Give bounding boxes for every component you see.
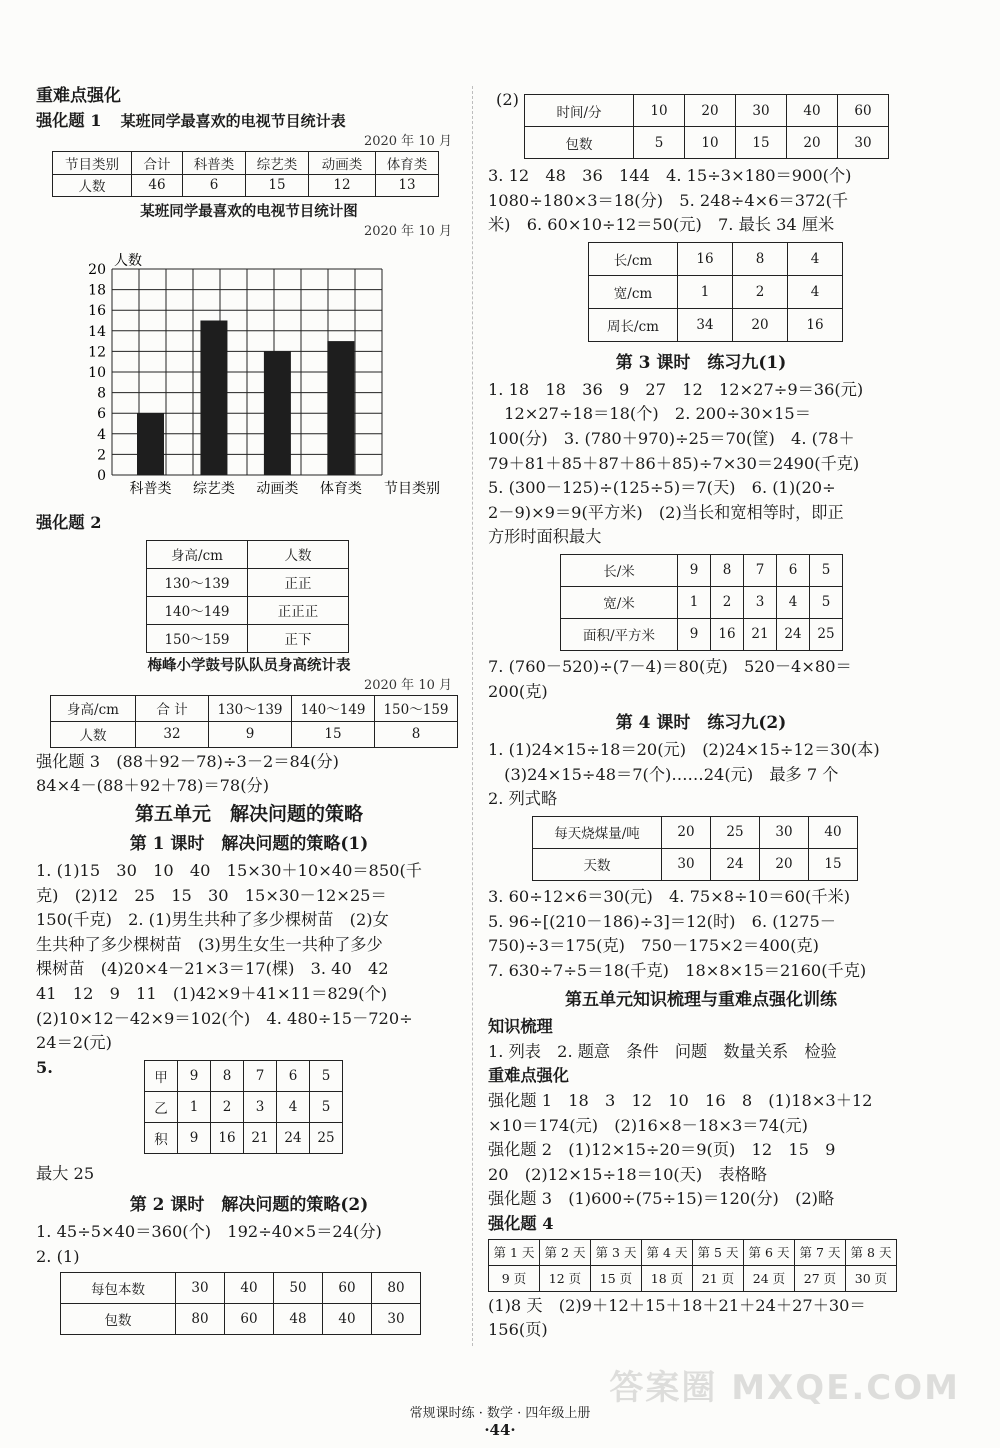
- dt-c: 15 页: [591, 1265, 642, 1291]
- area-row: [561, 554, 843, 586]
- hs-r0: 人数: [51, 721, 136, 747]
- at-c: 24: [777, 618, 810, 650]
- tt-c: 5: [634, 127, 685, 159]
- q5-c: 8: [211, 1060, 244, 1091]
- at-c: 面积/平方米: [561, 618, 678, 650]
- dt-c: 第 1 天: [489, 1239, 540, 1265]
- q1-h1: 合计: [132, 152, 183, 175]
- ct-c: 20: [760, 848, 809, 880]
- tally-row: [147, 624, 349, 652]
- right-column: [488, 92, 914, 1343]
- l2-c: 30: [176, 1272, 225, 1303]
- q2-caption: 梅峰小学鼓号队队员身高统计表: [147, 656, 351, 674]
- l2-c: 包数: [61, 1303, 176, 1334]
- lesson2-line: 2. (1): [36, 1246, 80, 1266]
- tally-header: [147, 540, 349, 568]
- rt-c: 8: [733, 242, 788, 275]
- q1-h3: 综艺类: [246, 152, 309, 175]
- knowledge-label: 知识梳理: [488, 1017, 553, 1037]
- coal-row: [533, 816, 858, 848]
- y-tick-label: 16: [88, 303, 106, 320]
- y-tick-label: 18: [88, 282, 106, 299]
- lesson4-title: 第 4 课时 练习九(2): [615, 713, 787, 734]
- l2-c: 40: [225, 1272, 274, 1303]
- at-c: 9: [678, 618, 711, 650]
- bar: [264, 352, 291, 476]
- q1-table-title: 某班同学最喜欢的电视节目统计表: [120, 111, 346, 130]
- tally-row: [147, 568, 349, 596]
- unit-title: 第五单元 解决问题的策略: [134, 802, 363, 825]
- x-category-label: 动画类: [256, 481, 299, 498]
- rt-c: 长/cm: [589, 242, 678, 275]
- rt-c: 16: [788, 308, 843, 341]
- lesson3-line: 7. (760－520)÷(7－4)＝80(克) 520－4×80＝: [488, 656, 852, 676]
- rt-c: 周长/cm: [589, 308, 678, 341]
- chart-bars: [137, 321, 354, 476]
- y-tick-label: 4: [97, 426, 106, 443]
- ct-c: 30: [760, 816, 809, 848]
- q5-c: 6: [277, 1060, 310, 1091]
- lesson1-line: 24＝2(元): [36, 1033, 112, 1053]
- q5-c: 2: [211, 1091, 244, 1122]
- rt-c: 1: [678, 275, 733, 308]
- q5-table: [144, 1060, 343, 1154]
- days-table: [488, 1239, 897, 1292]
- tt-c: 20: [685, 95, 736, 127]
- tt-c: 15: [736, 127, 787, 159]
- rt-c: 4: [788, 275, 843, 308]
- lesson3-title: 第 3 课时 练习九(1): [615, 352, 787, 373]
- hs-r4: 8: [375, 721, 458, 747]
- coal-table: [532, 816, 858, 881]
- time-row: [525, 127, 889, 159]
- ct-c: 40: [809, 816, 858, 848]
- q5-c: 9: [178, 1122, 211, 1153]
- rt-c: 2: [733, 275, 788, 308]
- time-row: [525, 95, 889, 127]
- lesson1-line: 41 12 9 11 (1)42×9＋41×11＝829(个): [36, 983, 388, 1003]
- ct-c: 天数: [533, 848, 662, 880]
- q1-r4: 12: [309, 174, 376, 197]
- lesson3-line: 79＋81＋85＋87＋86＋85)÷7×30＝2490(千克): [488, 453, 860, 473]
- x-category-label: 科普类: [129, 481, 172, 498]
- ct-c: 24: [711, 848, 760, 880]
- q5-label: 5.: [36, 1057, 53, 1077]
- right-line: 1080÷180×3＝18(分) 5. 248÷4×6＝372(千: [488, 190, 849, 210]
- chart-ylabel: 人数: [114, 253, 142, 270]
- hs-h2: 130～139: [209, 695, 292, 721]
- tally-h1: 人数: [248, 540, 349, 568]
- area-table: [560, 554, 843, 651]
- lesson4-line: 3. 60÷12×6＝30(元) 4. 75×8÷10＝60(千米): [488, 886, 851, 906]
- ct-c: 每天烧煤量/吨: [533, 816, 662, 848]
- y-tick-label: 10: [88, 365, 106, 382]
- at-c: 5: [810, 554, 843, 586]
- q1-date: 2020 年 10 月: [363, 134, 452, 150]
- q5-c: 乙: [145, 1091, 178, 1122]
- tt-c: 60: [838, 95, 889, 127]
- lesson1-line: 克) (2)12 25 15 30 15×30－12×25＝: [36, 885, 387, 905]
- bar: [137, 413, 164, 475]
- q5-c: 3: [244, 1091, 277, 1122]
- right-line: 米) 6. 60×10÷12＝50(元) 7. 最长 34 厘米: [488, 215, 835, 235]
- x-category-label: 综艺类: [192, 481, 235, 498]
- q5-row: [145, 1122, 343, 1153]
- right-q2-label: (2): [496, 90, 519, 109]
- lesson2-line: 1. 45÷5×40＝360(个) 192÷40×5＝24(分): [36, 1222, 382, 1242]
- q2-date: 2020 年 10 月: [363, 677, 452, 693]
- rt-c: 34: [678, 308, 733, 341]
- tally-h0: 身高/cm: [147, 540, 248, 568]
- tally-r0c1: 正正: [248, 568, 349, 596]
- l2-c: 80: [372, 1272, 421, 1303]
- y-tick-label: 14: [88, 323, 106, 340]
- at-c: 1: [678, 586, 711, 618]
- ct-c: 20: [662, 816, 711, 848]
- tally-r2c0: 150～159: [147, 624, 248, 652]
- section-title: 重难点强化: [36, 86, 121, 106]
- l2-c: 48: [274, 1303, 323, 1334]
- q1-h5: 体育类: [376, 152, 439, 175]
- lesson4-line: 5. 96÷[(210－186)÷3]＝12(时) 6. (1275－: [488, 911, 836, 931]
- q1-table-header: [53, 152, 439, 175]
- ct-c: 30: [662, 848, 711, 880]
- lesson1-line: 1. (1)15 30 10 40 15×30＋10×40＝850(千: [36, 860, 422, 880]
- tally-row: [147, 596, 349, 624]
- dt-c: 24 页: [744, 1265, 795, 1291]
- tally-r1c1: 正正正: [248, 596, 349, 624]
- lesson1-line: 生共种了多少棵树苗 (3)男生女生一共种了多少: [36, 934, 383, 954]
- dt-c: 30 页: [846, 1265, 897, 1291]
- height-stats-header: [51, 695, 458, 721]
- q3-line: 84×4－(88＋92＋78)＝78(分): [36, 776, 270, 796]
- q5-c: 25: [310, 1122, 343, 1153]
- dt-c: 第 6 天: [744, 1239, 795, 1265]
- lesson2-row: [61, 1303, 421, 1334]
- q5-c: 7: [244, 1060, 277, 1091]
- lesson3-line: 1. 18 18 36 9 27 12 12×27÷9＝36(元): [488, 379, 864, 399]
- at-c: 21: [744, 618, 777, 650]
- review-line: 156(页): [488, 1320, 548, 1340]
- review-title: 第五单元知识梳理与重难点强化训练: [565, 990, 837, 1011]
- hs-h3: 140～149: [292, 695, 375, 721]
- l2-c: 30: [372, 1303, 421, 1334]
- rect-row: [589, 275, 843, 308]
- at-c: 9: [678, 554, 711, 586]
- q5-row: [145, 1060, 343, 1091]
- days-row: [489, 1239, 897, 1265]
- review-line: 强化题 2 (1)12×15÷20＝9(页) 12 15 9: [488, 1140, 836, 1160]
- q5-block: [36, 1056, 462, 1152]
- hs-h4: 150～159: [375, 695, 458, 721]
- l2-c: 60: [225, 1303, 274, 1334]
- tt-c: 10: [685, 127, 736, 159]
- dt-c: 9 页: [489, 1265, 540, 1291]
- q5-c: 积: [145, 1122, 178, 1153]
- lesson4-line: 1. (1)24×15÷18＝20(元) (2)24×15÷12＝30(本): [488, 740, 880, 760]
- q1-h2: 科普类: [183, 152, 246, 175]
- tally-r0c0: 130～139: [147, 568, 248, 596]
- q5-c: 16: [211, 1122, 244, 1153]
- area-row: [561, 586, 843, 618]
- bar: [327, 341, 354, 475]
- lesson2-table: [60, 1272, 421, 1335]
- tt-c: 10: [634, 95, 685, 127]
- dt-c: 21 页: [693, 1265, 744, 1291]
- q5-c: 1: [178, 1091, 211, 1122]
- at-c: 3: [744, 586, 777, 618]
- area-row: [561, 618, 843, 650]
- q1-r5: 13: [376, 174, 439, 197]
- right-line: 3. 12 48 36 144 4. 15÷3×180＝900(个): [488, 166, 852, 185]
- at-c: 8: [711, 554, 744, 586]
- dt-c: 27 页: [795, 1265, 846, 1291]
- q1-r1: 46: [132, 174, 183, 197]
- rect-row: [589, 242, 843, 275]
- time-table: [524, 94, 889, 159]
- lesson3-line: 2－9)×9＝9(平方米) (2)当长和宽相等时，即正: [488, 502, 844, 522]
- height-stats-row: [51, 721, 458, 747]
- y-tick-label: 6: [97, 406, 106, 423]
- l2-c: 40: [323, 1303, 372, 1334]
- l2-c: 每包本数: [61, 1272, 176, 1303]
- lesson2-title: 第 2 课时 解决问题的策略(2): [129, 1195, 369, 1216]
- review-line: 强化题 4: [488, 1214, 554, 1234]
- q1-table: [52, 151, 439, 197]
- lesson4-line: (3)24×15÷48＝7(个)……24(元) 最多 7 个: [488, 764, 839, 784]
- height-stats-table: [50, 695, 458, 748]
- dt-c: 第 2 天: [540, 1239, 591, 1265]
- rt-c: 宽/cm: [589, 275, 678, 308]
- hs-h1: 合 计: [136, 695, 209, 721]
- review-line: 20 (2)12×15÷18＝10(天) 表格略: [488, 1164, 767, 1184]
- rect-row: [589, 308, 843, 341]
- q2-label: 强化题 2: [36, 513, 102, 533]
- dt-c: 第 3 天: [591, 1239, 642, 1265]
- lesson3-line: 200(克): [488, 681, 548, 701]
- at-c: 25: [810, 618, 843, 650]
- q5-row: [145, 1091, 343, 1122]
- dt-c: 12 页: [540, 1265, 591, 1291]
- column-divider: [472, 86, 473, 1346]
- rt-c: 20: [733, 308, 788, 341]
- days-row: [489, 1265, 897, 1291]
- hs-r2: 9: [209, 721, 292, 747]
- at-c: 7: [744, 554, 777, 586]
- ct-c: 25: [711, 816, 760, 848]
- right-q2-block: [488, 92, 914, 164]
- left-column: [36, 84, 462, 1335]
- coal-row: [533, 848, 858, 880]
- chart-caption: 某班同学最喜欢的电视节目统计图: [140, 203, 358, 221]
- dt-c: 第 5 天: [693, 1239, 744, 1265]
- chart-date: 2020 年 10 月: [363, 224, 452, 240]
- q5-c: 5: [310, 1091, 343, 1122]
- chart-categories: [130, 480, 362, 497]
- y-tick-label: 12: [88, 344, 106, 361]
- tt-c: 40: [787, 95, 838, 127]
- chart-xlabel: 节目类别: [384, 481, 440, 498]
- chart-ticks: [88, 262, 106, 484]
- tt-c: 20: [787, 127, 838, 159]
- watermark-logo: 答案圈 MXQE.COM: [609, 1368, 960, 1408]
- dt-c: 第 8 天: [846, 1239, 897, 1265]
- dt-c: 第 7 天: [795, 1239, 846, 1265]
- tt-c: 30: [838, 127, 889, 159]
- q1-r3: 15: [246, 174, 309, 197]
- hs-h0: 身高/cm: [51, 695, 136, 721]
- q1-label: 强化题 1: [36, 110, 102, 130]
- ct-c: 15: [809, 848, 858, 880]
- q1-h0: 节目类别: [53, 152, 132, 175]
- rt-c: 4: [788, 242, 843, 275]
- l2-c: 80: [176, 1303, 225, 1334]
- knowledge-line: 1. 列表 2. 题意 条件 问题 数量关系 检验: [488, 1041, 837, 1061]
- q1-r2: 6: [183, 174, 246, 197]
- lesson1-line: 棵树苗 (4)20×4－21×3＝17(棵) 3. 40 42: [36, 959, 389, 979]
- l2-c: 50: [274, 1272, 323, 1303]
- dt-c: 第 4 天: [642, 1239, 693, 1265]
- q5-c: 24: [277, 1122, 310, 1153]
- tt-c: 时间/分: [525, 95, 634, 127]
- at-c: 16: [711, 618, 744, 650]
- lesson4-line: 750)÷3＝175(克) 750－175×2＝400(克): [488, 936, 819, 956]
- dt-c: 18 页: [642, 1265, 693, 1291]
- review-line: 强化题 1 18 3 12 10 16 8 (1)18×3＋12: [488, 1091, 873, 1111]
- lesson3-line: 5. (300－125)÷(125÷5)＝7(天) 6. (1)(20÷: [488, 478, 836, 498]
- footer-book: 常规课时练 · 数学 · 四年级上册: [409, 1406, 591, 1421]
- hs-r3: 15: [292, 721, 375, 747]
- review-line: (1)8 天 (2)9＋12＋15＋18＋21＋24＋27＋30＝: [488, 1295, 866, 1315]
- at-c: 4: [777, 586, 810, 618]
- rt-c: 16: [678, 242, 733, 275]
- q1-r0: 人数: [53, 174, 132, 197]
- l2-c: 60: [323, 1272, 372, 1303]
- bar-chart: [36, 245, 462, 507]
- at-c: 5: [810, 586, 843, 618]
- q5-c: 21: [244, 1122, 277, 1153]
- lesson1-line: (2)10×12－42×9＝102(个) 4. 480÷15－720÷: [36, 1008, 413, 1028]
- hs-r1: 32: [136, 721, 209, 747]
- q5-c: 5: [310, 1060, 343, 1091]
- lesson2-row: [61, 1272, 421, 1303]
- lesson3-line: 100(分) 3. (780＋970)÷25＝70(筐) 4. (78＋: [488, 428, 855, 448]
- tally-r1c0: 140～149: [147, 596, 248, 624]
- at-c: 长/米: [561, 554, 678, 586]
- review-subtitle: 重难点强化: [488, 1066, 569, 1086]
- q1-heading: [36, 109, 462, 134]
- at-c: 2: [711, 586, 744, 618]
- lesson3-line: 方形时面积最大: [488, 527, 602, 547]
- page-number: ·44·: [484, 1421, 516, 1439]
- q1-h4: 动画类: [309, 152, 376, 175]
- y-tick-label: 8: [97, 385, 106, 402]
- q5-c: 4: [277, 1091, 310, 1122]
- tt-c: 30: [736, 95, 787, 127]
- review-line: 强化题 3 (1)600÷(75÷15)＝120(分) (2)略: [488, 1189, 835, 1209]
- rect-table: [588, 242, 843, 342]
- tt-c: 包数: [525, 127, 634, 159]
- review-line: ×10＝174(元) (2)16×8－18×3＝74(元): [488, 1115, 808, 1135]
- y-tick-label: 0: [97, 468, 106, 485]
- q3-line: 强化题 3 (88＋92－78)÷3－2＝84(分): [36, 751, 339, 771]
- tally-table: [146, 540, 349, 653]
- x-category-label: 体育类: [319, 481, 362, 498]
- tally-r2c1: 正下: [248, 624, 349, 652]
- lesson1-title: 第 1 课时 解决问题的策略(1): [129, 833, 369, 854]
- at-c: 6: [777, 554, 810, 586]
- lesson4-line: 7. 630÷7÷5＝18(千克) 18×8×15＝2160(千克): [488, 960, 867, 980]
- q5-answer: 最大 25: [36, 1163, 95, 1183]
- bar: [200, 321, 227, 476]
- y-tick-label: 2: [97, 447, 106, 464]
- at-c: 宽/米: [561, 586, 678, 618]
- y-tick-label: 20: [88, 262, 106, 279]
- q5-c: 9: [178, 1060, 211, 1091]
- q1-table-row: [53, 174, 439, 197]
- lesson3-line: 12×27÷18＝18(个) 2. 200÷30×15＝: [488, 404, 811, 424]
- lesson1-line: 150(千克) 2. (1)男生共种了多少棵树苗 (2)女: [36, 910, 389, 930]
- q5-c: 甲: [145, 1060, 178, 1091]
- lesson4-line: 2. 列式略: [488, 789, 558, 809]
